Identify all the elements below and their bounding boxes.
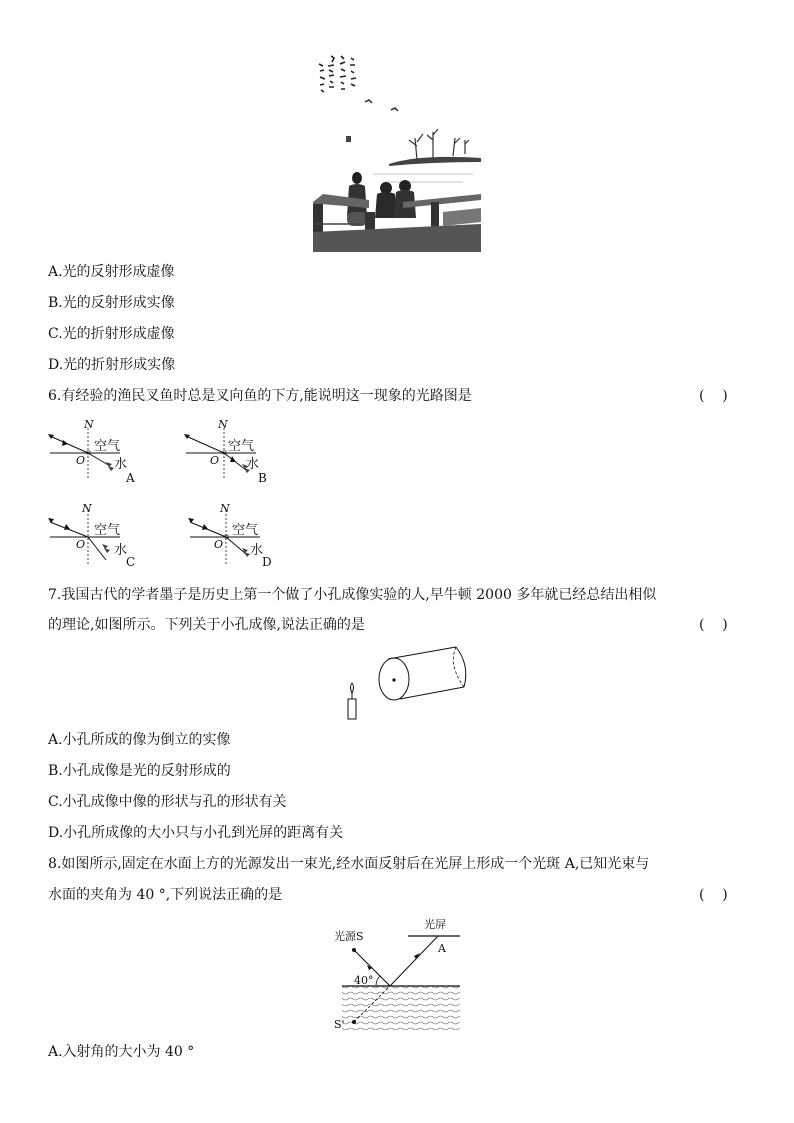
q7-answer-parens: ( )	[699, 617, 728, 633]
q8-spot-label: A	[438, 942, 446, 955]
q8-option-a: A.入射角的大小为 40 °	[48, 1044, 195, 1060]
q8-angle-label: 40°	[354, 974, 374, 987]
q6a-air-label: 空气	[94, 439, 121, 454]
q7-option-d: D.小孔所成像的大小只与小孔到光屏的距离有关	[48, 825, 344, 841]
q6c-o-label: O	[76, 538, 86, 551]
q8-screen-label: 光屏	[424, 918, 446, 931]
q6-answer-parens: ( )	[699, 388, 728, 404]
q6b-normal-label: N	[218, 418, 228, 431]
q6a-o-label: O	[76, 454, 86, 467]
q5-option-c: C.光的折射形成虚像	[48, 326, 175, 342]
q8-reflection-figure	[328, 912, 468, 1032]
painting-illustration	[313, 52, 481, 252]
q6c-normal-label: N	[82, 502, 92, 515]
q8-source-label: 光源S	[334, 930, 364, 943]
q8-question-line1: 8.如图所示,固定在水面上方的光源发出一束光,经水面反射后在光屏上形成一个光斑 A,已知光束与	[48, 856, 650, 872]
q7-option-b: B.小孔成像是光的反射形成的	[48, 763, 231, 779]
q6d-o-label: O	[214, 538, 224, 551]
q6a-water-label: 水	[114, 457, 128, 472]
q7-option-a: A.小孔所成的像为倒立的实像	[48, 732, 231, 748]
q6-diagram-a	[48, 420, 148, 486]
q5-option-b: B.光的反射形成实像	[48, 295, 175, 311]
q6-diagram-d	[184, 502, 284, 568]
q6d-water-label: 水	[250, 543, 264, 558]
q6b-letter: B	[258, 471, 267, 485]
q8-question-line2: 水面的夹角为 40 °,下列说法正确的是	[48, 887, 283, 903]
q7-question-line1: 7.我国古代的学者墨子是历史上第一个做了小孔成像实验的人,早牛顿 2000 多年就已经总结出相似	[48, 587, 657, 603]
q6a-normal-label: N	[84, 418, 94, 431]
q8-answer-parens: ( )	[699, 887, 728, 903]
q6d-letter: D	[262, 555, 272, 569]
q6b-air-label: 空气	[228, 439, 255, 454]
q7-pinhole-figure	[342, 643, 472, 723]
q5-option-a: A.光的反射形成虚像	[48, 264, 175, 280]
q6d-air-label: 空气	[232, 523, 259, 538]
q6a-letter: A	[126, 471, 135, 485]
q6-diagram-c	[48, 502, 148, 568]
q7-question-line2: 的理论,如图所示。下列关于小孔成像,说法正确的是	[48, 617, 365, 633]
q6-diagram-b	[184, 420, 284, 486]
q6-question: 6.有经验的渔民叉鱼时总是叉向鱼的下方,能说明这一现象的光路图是	[48, 388, 472, 404]
q7-option-c: C.小孔成像中像的形状与孔的形状有关	[48, 794, 287, 810]
q5-option-d: D.光的折射形成实像	[48, 357, 176, 373]
q8-image-label: S'	[334, 1018, 345, 1031]
q6d-normal-label: N	[220, 502, 230, 515]
q6c-air-label: 空气	[94, 523, 121, 538]
q6c-water-label: 水	[114, 543, 128, 558]
q6c-letter: C	[126, 555, 136, 569]
q6b-water-label: 水	[246, 457, 260, 472]
q6b-o-label: O	[210, 454, 220, 467]
